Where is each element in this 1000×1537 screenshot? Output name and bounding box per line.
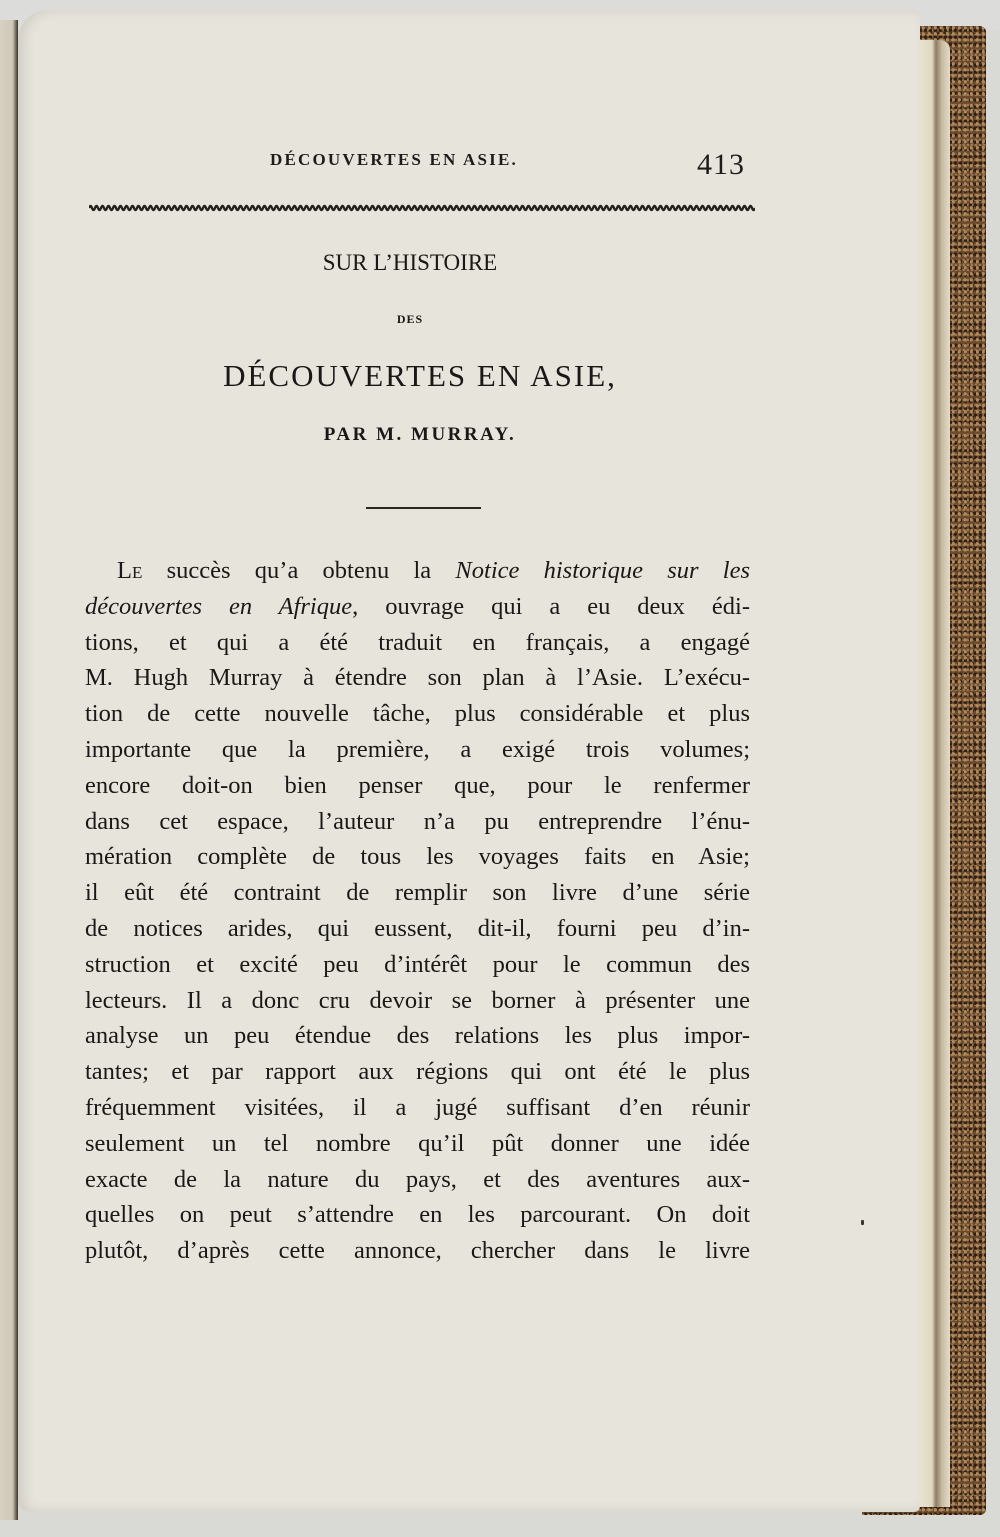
text-span: , ouvrage qui a eu deux édi- [352,592,750,620]
text-line: analyse un peu étendue des relations les plus impor- [85,1022,750,1050]
title-line-3: DÉCOUVERTES EN ASIE, [223,358,617,393]
text-line: M. Hugh Murray à étendre son plan à l’Asie. L’exécu- [85,664,750,692]
text-line: dans cet espace, l’auteur n’a pu entreprendre l’énu- [85,807,750,835]
text-line: exacte de la nature du pays, et des aventures aux- [85,1165,750,1193]
text-line: tantes; et par rapport aux régions qui ont été le plus [85,1058,750,1086]
running-head: DÉCOUVERTES EN ASIE. [270,150,518,169]
text-line: de notices arides, qui eussent, dit-il, fourni peu d’in- [85,914,750,942]
title-line-2: DES [396,312,424,326]
body-paragraph [85,553,750,1269]
italic-title: Notice historique sur les [455,557,751,584]
text-line [85,589,750,625]
text-line: mération complète de tous les voyages faits en Asie; [85,843,750,871]
drop-word: Le [117,557,143,584]
text-line: fréquemment visitées, il a jugé suffisant d’en réunir [85,1093,750,1121]
text-line: seulement un tel nombre qu’il pût donner une idée [85,1129,750,1157]
title-divider [366,507,481,509]
text-line: struction et excité peu d’intérêt pour le commun des [85,950,750,978]
ornamental-rule [89,203,755,213]
italic-title: découvertes en Afrique [85,592,353,620]
text-line: plutôt, d’après cette annonce, chercher dans le livre [85,1237,750,1265]
paper-speck [861,1220,864,1225]
text-line [85,553,750,589]
title-line-1: SUR L’HISTOIRE [322,250,498,275]
page-number: 413 [697,148,745,181]
text-line: encore doit-on bien penser que, pour le renfermer [85,771,750,799]
text-line: importante que la première, a exigé trois volumes; [85,735,750,763]
text-line: tion de cette nouvelle tâche, plus considérable et plus [85,700,750,728]
text-line: il eût été contraint de remplir son livre d’une série [85,879,750,907]
text-span: succès qu’a obtenu la [142,557,456,584]
text-line: tions, et qui a été traduit en français, a engagé [85,628,750,656]
text-line: lecteurs. Il a donc cru devoir se borner à présenter une [85,986,750,1014]
previous-page-edge [0,20,18,1520]
text-line: quelles on peut s’attendre en les parcourant. On doit [85,1201,750,1229]
title-author: PAR M. MURRAY. [323,424,517,445]
